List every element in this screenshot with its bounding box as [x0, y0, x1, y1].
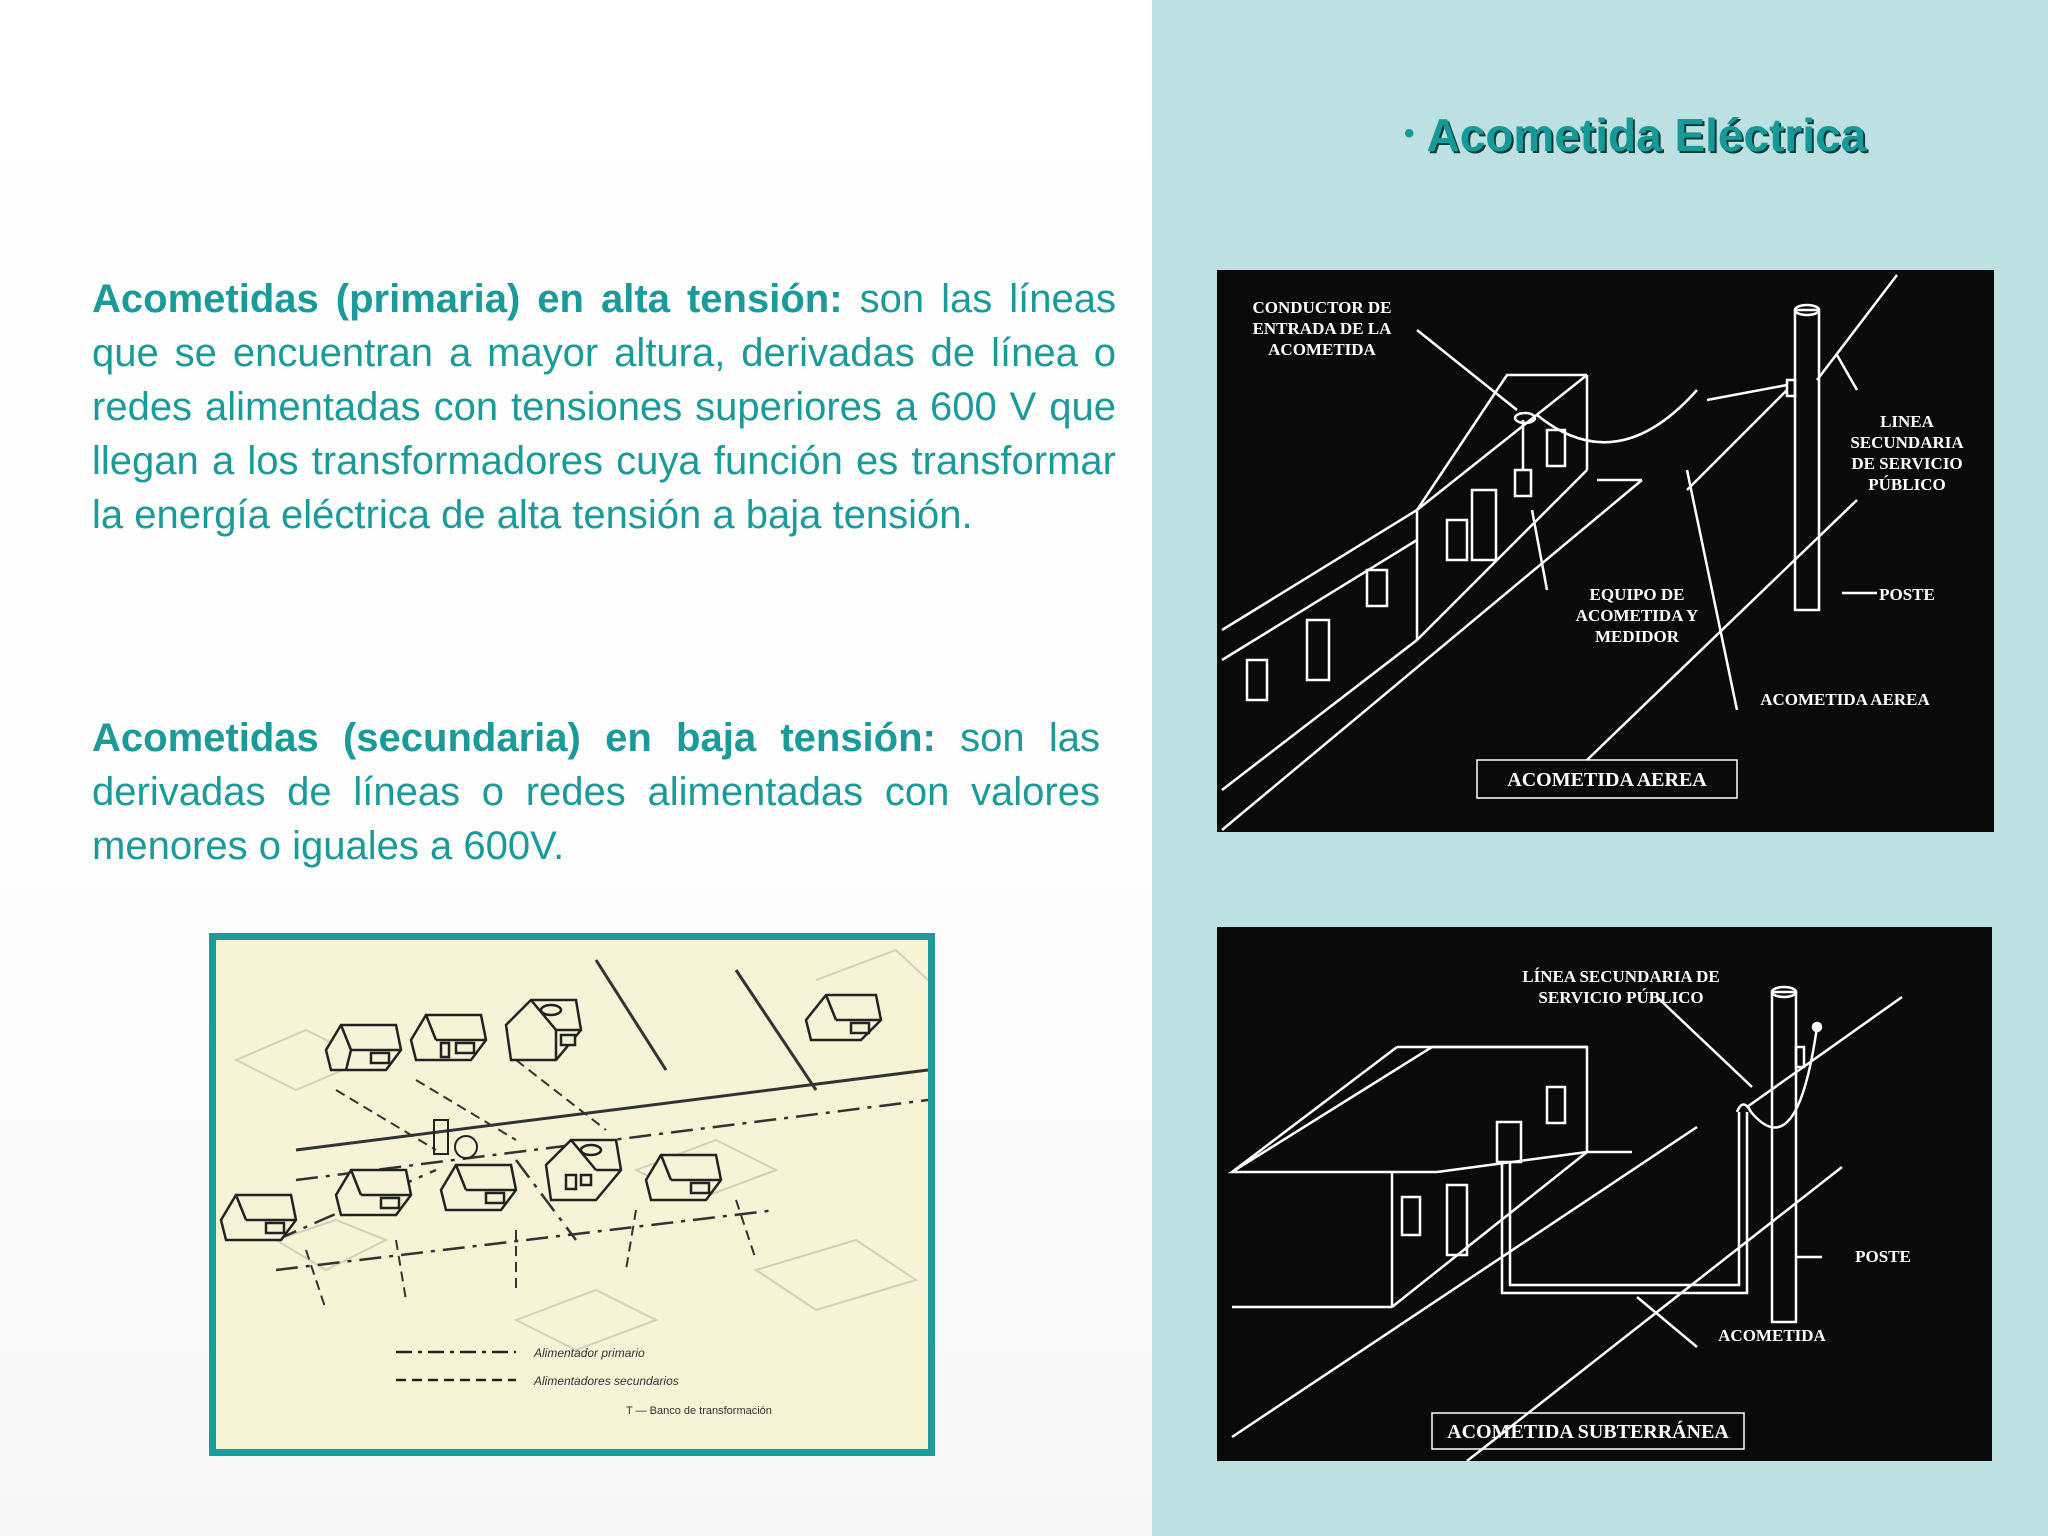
legend-banco: T — Banco de transformación	[626, 1405, 772, 1417]
primaria-paragraph	[92, 272, 1116, 542]
slide-title	[1404, 108, 1866, 162]
distribution-map-drawing	[216, 940, 928, 1449]
primaria-heading: Acometidas (primaria) en alta tensión:	[92, 277, 843, 321]
acometida-subterranea-diagram	[1217, 927, 1992, 1461]
acometida-aerea-drawing	[1217, 270, 1994, 832]
label-linea-1: LINEA	[1880, 412, 1934, 431]
label-conductor-2: ENTRADA DE LA	[1252, 319, 1392, 338]
label-linea-sub-2: SERVICIO PÚBLICO	[1538, 988, 1704, 1007]
label-poste: POSTE	[1879, 585, 1935, 604]
label-linea-4: PÚBLICO	[1868, 475, 1946, 494]
bullet-icon: •	[1404, 117, 1415, 150]
acometida-aerea-diagram	[1217, 270, 1994, 832]
label-acometida-sub: ACOMETIDA	[1718, 1326, 1826, 1345]
label-linea-2: SECUNDARIA	[1850, 433, 1964, 452]
slide-title-text: Acometida Eléctrica	[1426, 109, 1867, 161]
label-equipo-2: ACOMETIDA Y	[1575, 606, 1699, 625]
caption-acometida-subterranea: ACOMETIDA SUBTERRÁNEA	[1447, 1421, 1729, 1443]
label-linea-3: DE SERVICIO	[1851, 454, 1963, 473]
legend-primario: Alimentador primario	[534, 1346, 645, 1360]
legend-secundarios: Alimentadores secundarios	[534, 1374, 679, 1388]
distribution-map-image	[209, 933, 935, 1456]
label-equipo-3: MEDIDOR	[1594, 627, 1680, 646]
secundaria-text: son las derivadas de líneas o redes alimentadas con valores menores o iguales a 600V.	[92, 716, 1101, 868]
label-acometida-aerea: ACOMETIDA AEREA	[1760, 690, 1930, 709]
label-equipo-1: EQUIPO DE	[1589, 585, 1685, 604]
label-linea-sub-1: LÍNEA SECUNDARIA DE	[1522, 967, 1720, 986]
caption-acometida-aerea: ACOMETIDA AEREA	[1507, 769, 1707, 791]
primaria-text: son las líneas que se encuentran a mayor altura, derivadas de línea o redes alimentadas con tensiones superiores a 600 V que llegan a los transformadores cuya función es transformar la energía eléctrica de alta tensión a baja tensión.	[92, 277, 1116, 537]
secundaria-heading: Acometidas (secundaria) en baja tensión:	[92, 716, 936, 760]
label-poste-sub: POSTE	[1855, 1247, 1911, 1266]
acometida-subterranea-drawing	[1217, 927, 1992, 1461]
label-conductor-1: CONDUCTOR DE	[1252, 298, 1392, 317]
label-conductor-3: ACOMETIDA	[1268, 340, 1376, 359]
secundaria-paragraph	[92, 711, 1100, 873]
